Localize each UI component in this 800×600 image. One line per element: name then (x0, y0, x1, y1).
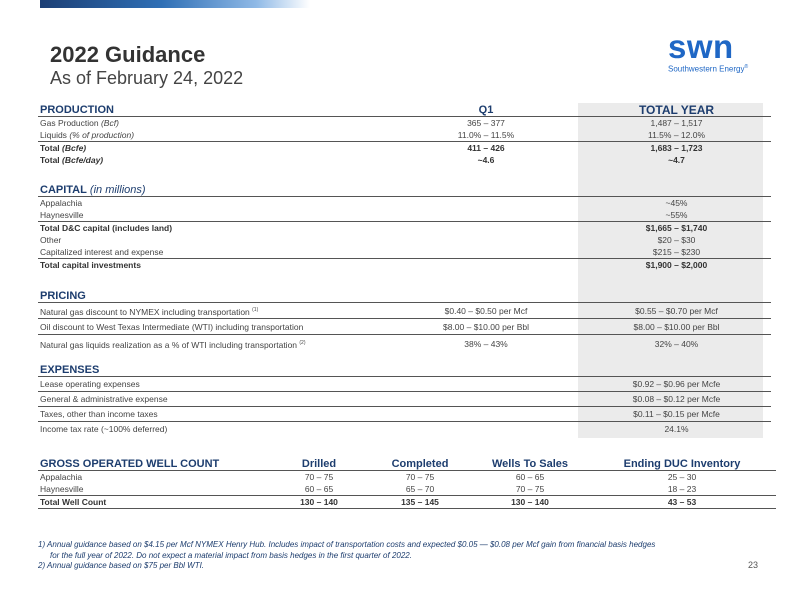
drilled-column-header: Drilled (270, 458, 368, 471)
well-count-heading: GROSS OPERATED WELL COUNT (38, 458, 270, 471)
table-row: Total Well Count 130 – 140 135 – 145 130 – 140 43 – 53 (38, 496, 776, 509)
page-subtitle: As of February 24, 2022 (50, 68, 244, 88)
production-header (38, 104, 771, 117)
table-row: Haynesville ~55% (38, 209, 771, 222)
logo-mark: swn (668, 28, 734, 65)
footnote-2: 2) Annual guidance based on $75 per Bbl WTI. (38, 561, 205, 570)
capital-table (38, 184, 771, 271)
well-count-header (38, 458, 776, 471)
completed-column-header: Completed (368, 458, 472, 471)
expenses-header (38, 364, 771, 377)
table-row: Total (Bcfe) 411 – 426 1,683 – 1,723 (40, 143, 703, 153)
table-row: General & administrative expense $0.08 – $0.12 per Mcfe (38, 392, 771, 407)
table-row: Total D&C capital (includes land) $1,665 – $1,740 (40, 223, 708, 233)
page-number: 23 (748, 560, 759, 570)
table-row: Taxes, other than income taxes $0.11 – $0.15 per Mcfe (38, 407, 771, 422)
expenses-heading: EXPENSES (38, 364, 390, 377)
table-row: Liquids (% of production) 11.0% – 11.5% 11.5% – 12.0% (38, 129, 771, 142)
table-row: Lease operating expenses $0.92 – $0.96 per Mcfe (38, 377, 771, 392)
pricing-header (38, 290, 771, 303)
table-row: Gas Production (Bcf) 365 – 377 1,487 – 1,517 (40, 118, 703, 128)
pricing-table (38, 290, 771, 353)
expenses-table (38, 364, 771, 436)
footnote-1: 1) Annual guidance based on $4.15 per Mcf NYMEX Henry Hub. Includes impact of transportation costs and expected $0.05 — $0.08 per Mcf gain from financial basis hedges (38, 540, 656, 549)
capital-heading: CAPITAL (40, 184, 87, 196)
table-row: Haynesville 60 – 65 65 – 70 70 – 75 18 – 23 (38, 483, 776, 496)
duc-inventory-column-header: Ending DUC Inventory (588, 458, 776, 471)
wells-to-sales-column-header: Wells To Sales (472, 458, 588, 471)
table-row: Natural gas discount to NYMEX including transportation $^{(1)}$ $0.40 – $0.50 per Mcf $0.55 – $0.70 per Mcf (38, 303, 771, 319)
table-row: Total capital investments $1,900 – $2,000 (40, 260, 708, 270)
footnotes (38, 540, 655, 572)
production-table (38, 104, 771, 166)
table-row: Appalachia ~45% (40, 198, 688, 208)
table-row: Total (Bcfe/day) ~4.6 ~4.7 (40, 155, 685, 165)
production-heading: PRODUCTION (38, 104, 390, 117)
footnote-1-continued: for the full year of 2022. Do not expect a material impact from basis hedges in the first quarter of 2022. (50, 550, 412, 560)
page-title: 2022 Guidance (50, 42, 206, 67)
table-row: Natural gas liquids realization as a % of WTI including transportation $^{(2)}$ 38% – 43% 32% – 40% (40, 339, 699, 350)
top-accent-bar (40, 0, 310, 8)
table-row: Capitalized interest and expense $215 – $230 (38, 246, 771, 259)
q1-column-header: Q1 (390, 104, 582, 117)
table-row: Income tax rate (~100% deferred) 24.1% (40, 424, 689, 434)
table-row: Appalachia 70 – 75 70 – 75 60 – 65 25 – 30 (40, 472, 697, 482)
company-logo (668, 30, 768, 80)
capital-header: CAPITAL (in millions) (38, 184, 771, 197)
logo-name: Southwestern Energy® (668, 64, 749, 74)
table-row: Other $20 – $30 (40, 235, 696, 245)
table-row: Oil discount to West Texas Intermediate (WTI) including transportation $8.00 – $10.00 per Bbl $8.00 – $10.00 per Bbl (38, 319, 771, 335)
pricing-heading: PRICING (38, 290, 390, 303)
total-year-column-header: TOTAL YEAR (582, 104, 771, 117)
well-count-table (38, 458, 776, 509)
